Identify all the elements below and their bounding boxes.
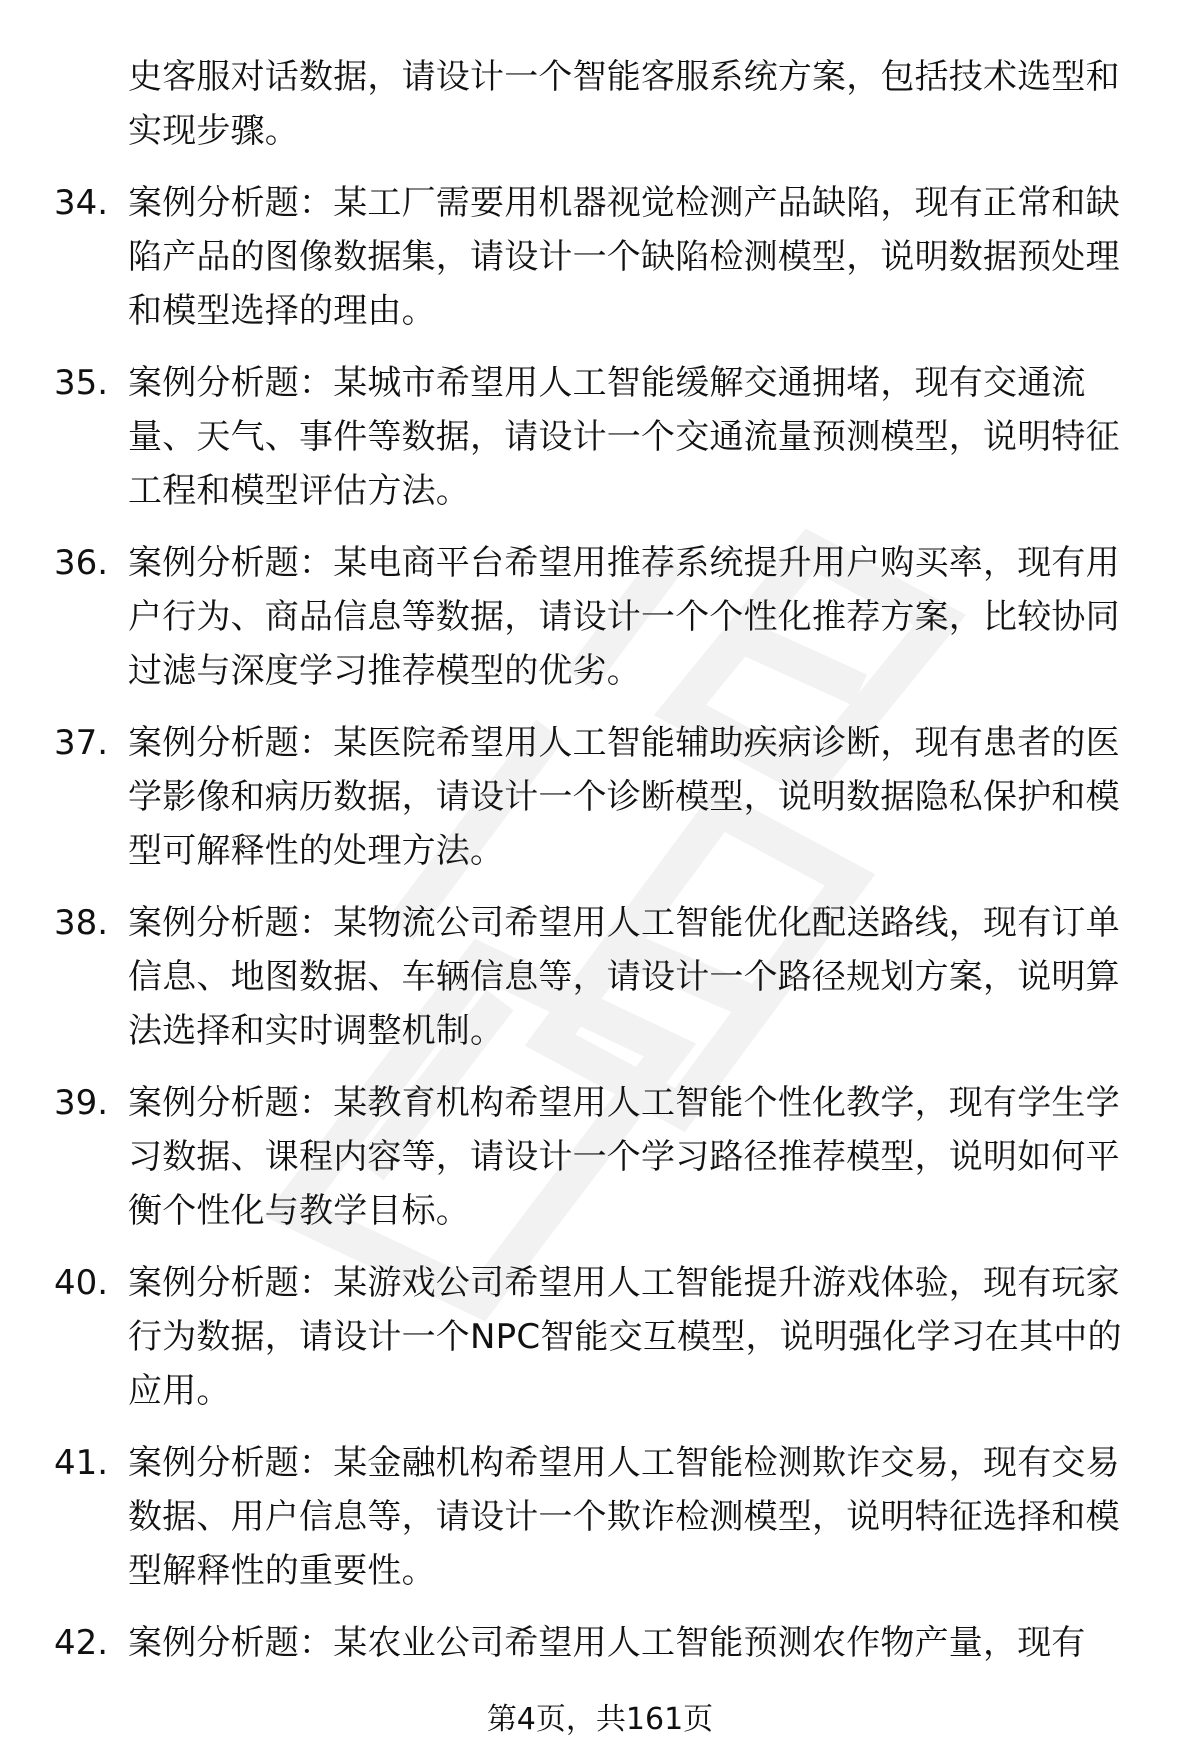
list-item-38 <box>0 896 1200 1058</box>
list-item-39 <box>0 1076 1200 1238</box>
list-item-number: 40. <box>54 1263 109 1303</box>
list-item-number: 36. <box>54 543 109 583</box>
list-item-text: 案例分析题：某工厂需要用机器视觉检测产品缺陷，现有正常和缺陷产品的图像数据集，请设计一个缺陷检测模型，说明数据预处理和模型选择的理由。 <box>128 183 1120 331</box>
list-item-34 <box>0 176 1200 338</box>
list-item-41 <box>0 1436 1200 1598</box>
list-item-number: 34. <box>54 183 109 223</box>
list-item-text: 史客服对话数据，请设计一个智能客服系统方案，包括技术选型和实现步骤。 <box>128 57 1120 151</box>
list-item-text: 案例分析题：某农业公司希望用人工智能预测农作物产量，现有 <box>128 1623 1086 1663</box>
list-item-text: 案例分析题：某电商平台希望用推荐系统提升用户购买率，现有用户行为、商品信息等数据，请设计一个个性化推荐方案，比较协同过滤与深度学习推荐模型的优劣。 <box>128 543 1120 691</box>
list-item-number: 37. <box>54 723 109 763</box>
list-item-number: 35. <box>54 363 109 403</box>
list-item-text: 案例分析题：某教育机构希望用人工智能个性化教学，现有学生学习数据、课程内容等，请设计一个学习路径推荐模型，说明如何平衡个性化与教学目标。 <box>128 1083 1120 1231</box>
list-item-number: 39. <box>54 1083 109 1123</box>
list-item-35 <box>0 356 1200 518</box>
list-item-36 <box>0 536 1200 698</box>
list-item-number: 38. <box>54 903 109 943</box>
list-item-text: 案例分析题：某物流公司希望用人工智能优化配送路线，现有订单信息、地图数据、车辆信息等，请设计一个路径规划方案，说明算法选择和实时调整机制。 <box>128 903 1120 1051</box>
list-item-number: 41. <box>54 1443 109 1483</box>
list-item-40 <box>0 1256 1200 1418</box>
list-item-text: 案例分析题：某游戏公司希望用人工智能提升游戏体验，现有玩家行为数据，请设计一个NPC智能交互模型，说明强化学习在其中的应用。 <box>128 1263 1122 1411</box>
list-item-text: 案例分析题：某城市希望用人工智能缓解交通拥堵，现有交通流量、天气、事件等数据，请设计一个交通流量预测模型，说明特征工程和模型评估方法。 <box>128 363 1120 511</box>
list-item-text: 案例分析题：某医院希望用人工智能辅助疾病诊断，现有患者的医学影像和病历数据，请设计一个诊断模型，说明数据隐私保护和模型可解释性的处理方法。 <box>128 723 1120 871</box>
list-item-continued <box>0 50 1200 158</box>
page-number-footer: 第4页，共161页 <box>486 1702 714 1737</box>
list-item-text: 案例分析题：某金融机构希望用人工智能检测欺诈交易，现有交易数据、用户信息等，请设计一个欺诈检测模型，说明特征选择和模型解释性的重要性。 <box>128 1443 1120 1591</box>
question-list <box>0 50 1200 1670</box>
list-item-number: 42. <box>54 1623 109 1663</box>
list-item-37 <box>0 716 1200 878</box>
list-item-42 <box>0 1616 1200 1670</box>
